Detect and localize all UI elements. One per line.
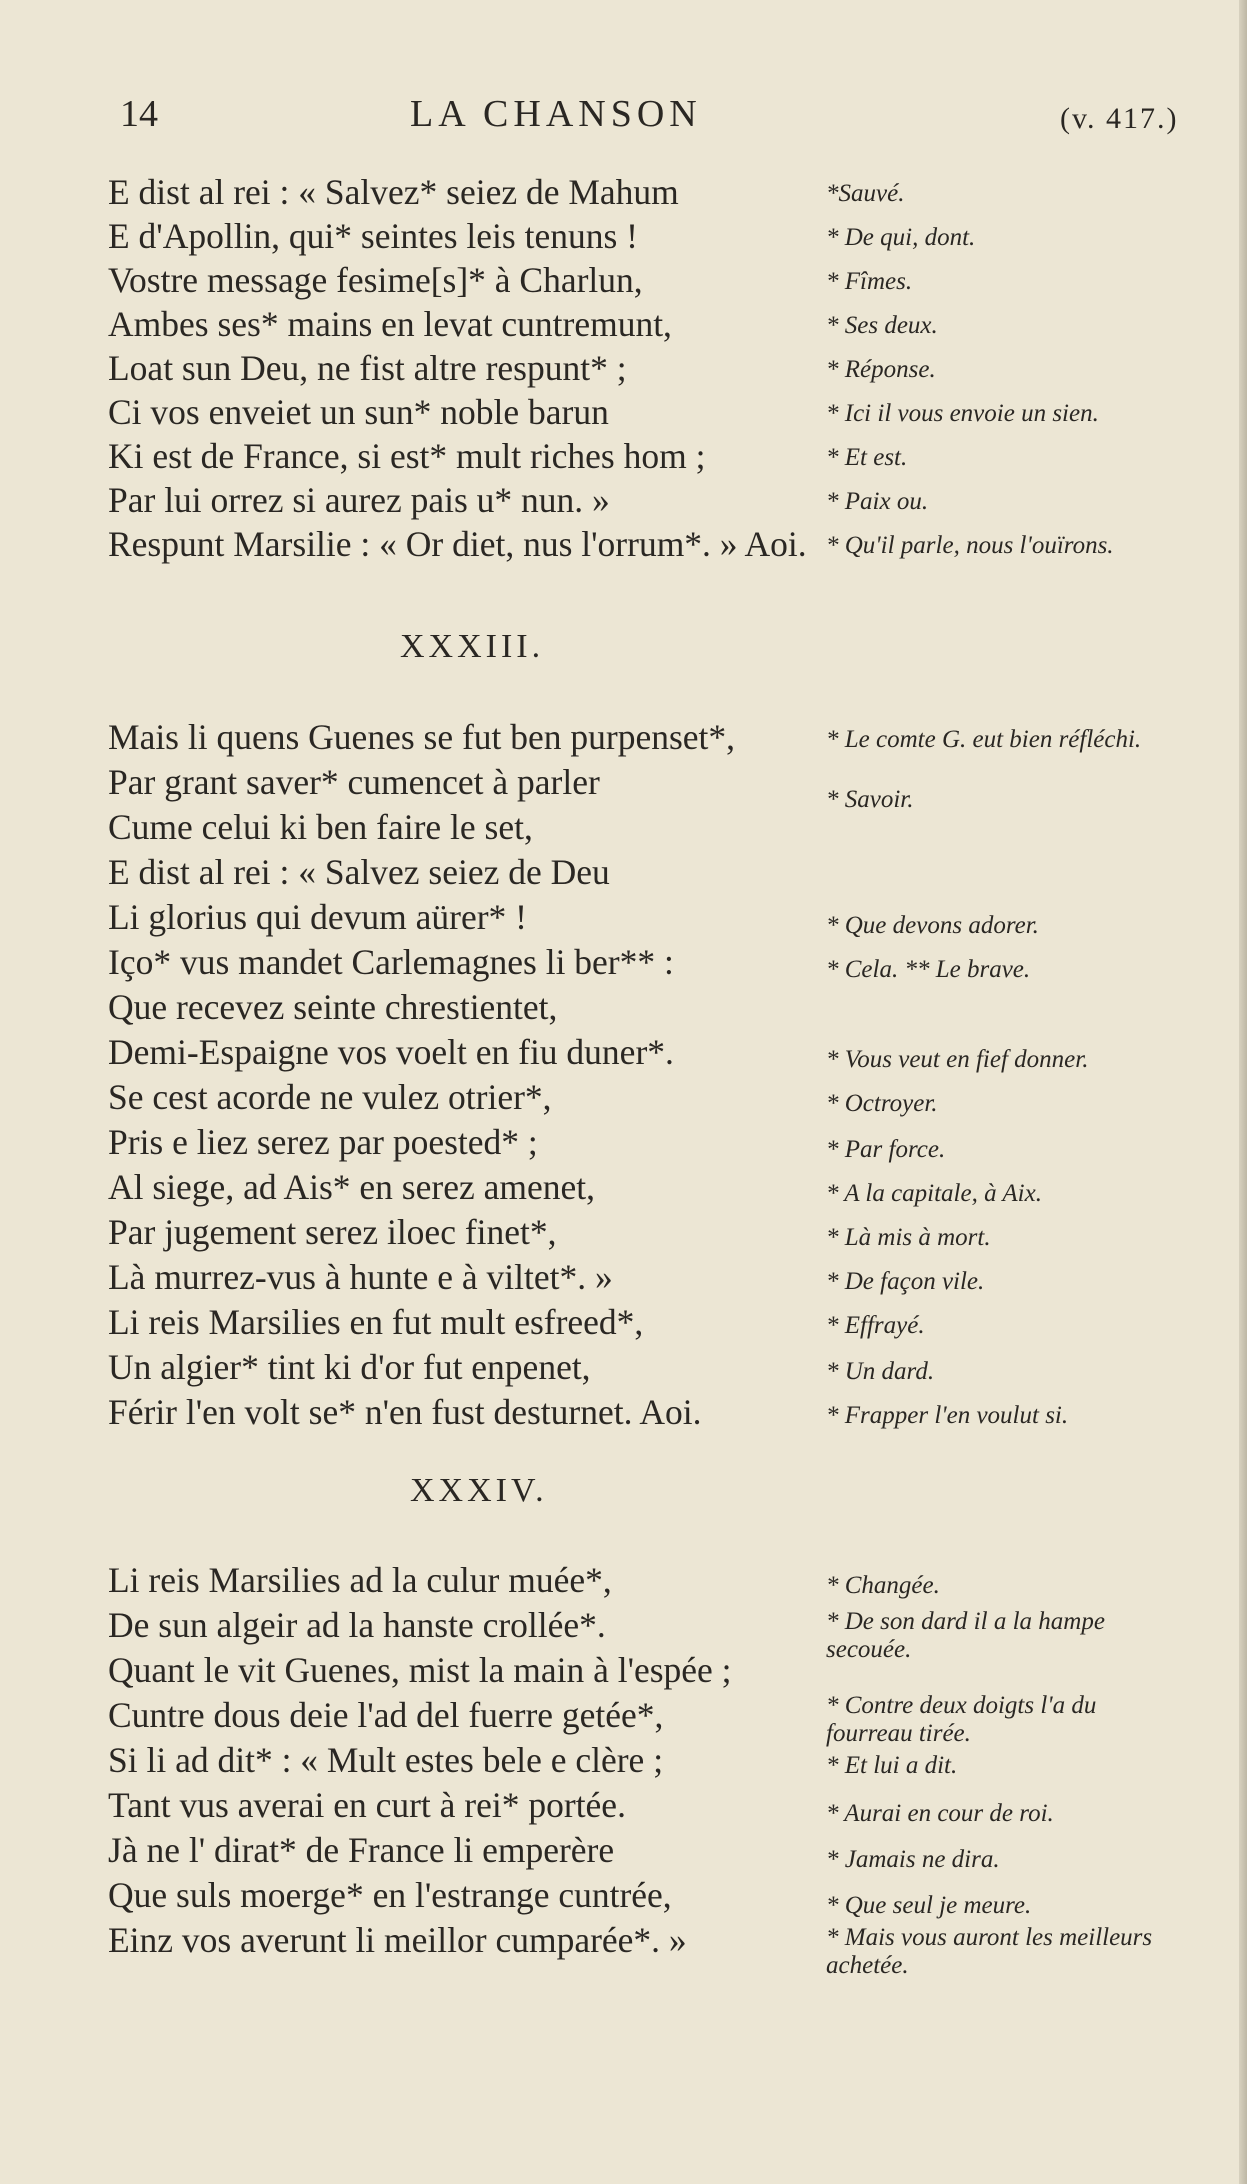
verse-line: Que suls moerge* en l'estrange cuntrée,: [108, 1875, 672, 1915]
verse-line: Pris e liez serez par poested* ;: [108, 1122, 538, 1162]
gloss-note: * Aurai en cour de roi.: [826, 1800, 1054, 1827]
verse-line: Cume celui ki ben faire le set,: [108, 807, 533, 847]
verse-line: Cuntre dous deie l'ad del fuerre getée*,: [108, 1695, 664, 1735]
gloss-note: * Contre deux doigts l'a du fourreau tirée.: [826, 1692, 1097, 1747]
gloss-note: * Que devons adorer.: [826, 912, 1039, 939]
verse-line: Li reis Marsilies ad la culur muée*,: [108, 1560, 612, 1600]
gloss-note: * Savoir.: [826, 786, 914, 813]
verse-line: Là murrez-vus à hunte e à viltet*. »: [108, 1257, 613, 1297]
gloss-note: * Et lui a dit.: [826, 1752, 958, 1779]
gloss-note: * Octroyer.: [826, 1090, 938, 1117]
gloss-note: * A la capitale, à Aix.: [826, 1180, 1042, 1207]
verse-line: Demi-Espaigne vos voelt en fiu duner*.: [108, 1032, 674, 1072]
gloss-note: * Là mis à mort.: [826, 1224, 991, 1251]
verse-line: Par lui orrez si aurez pais u* nun. »: [108, 480, 610, 520]
gloss-note: * Un dard.: [826, 1358, 935, 1385]
gloss-note: * De son dard il a la hampe secouée.: [826, 1608, 1105, 1663]
gloss-note: * Cela. ** Le brave.: [826, 956, 1031, 983]
verse-line: Un algier* tint ki d'or fut enpenet,: [108, 1347, 591, 1387]
verse-line: Quant le vit Guenes, mist la main à l'espée ;: [108, 1650, 732, 1690]
section-heading: XXXIII.: [400, 628, 545, 665]
verse-line: Respunt Marsilie : « Or diet, nus l'orrum*. » Aoi.: [108, 524, 807, 564]
gloss-note: * Mais vous auront les meilleurs achetée.: [826, 1924, 1153, 1979]
verse-line: Par grant saver* cumencet à parler: [108, 762, 600, 802]
verse-line: Li reis Marsilies en fut mult esfreed*,: [108, 1302, 644, 1342]
page-edge: [1239, 0, 1247, 2184]
page-header: [0, 78, 1247, 148]
gloss-note: * Frapper l'en voulut si.: [826, 1402, 1069, 1429]
section-heading: XXXIV.: [410, 1472, 548, 1509]
gloss-note: * De qui, dont.: [826, 224, 976, 251]
gloss-note: * Réponse.: [826, 356, 936, 383]
gloss-note: *Sauvé.: [826, 180, 905, 207]
gloss-note: * Jamais ne dira.: [826, 1846, 1000, 1873]
gloss-note: * Que seul je meure.: [826, 1892, 1032, 1919]
verse-line: Ki est de France, si est* mult riches hom ;: [108, 436, 706, 476]
gloss-note: * Le comte G. eut bien réfléchi.: [826, 726, 1142, 753]
verse-line: Loat sun Deu, ne fist altre respunt* ;: [108, 348, 627, 388]
verse-line: Si li ad dit* : « Mult estes bele e clère ;: [108, 1740, 664, 1780]
verse-line: Einz vos averunt li meillor cumparée*. »: [108, 1920, 687, 1960]
verse-line: Tant vus averai en curt à rei* portée.: [108, 1785, 626, 1825]
gloss-note: * Par force.: [826, 1136, 946, 1163]
running-title: LA CHANSON: [410, 93, 702, 135]
gloss-note: * Effrayé.: [826, 1312, 925, 1339]
verse-line: Li glorius qui devum aürer* !: [108, 897, 527, 937]
verse-line: Mais li quens Guenes se fut ben purpenset*,: [108, 717, 736, 757]
verse-line: Que recevez seinte chrestientet,: [108, 987, 558, 1027]
verse-line: Se cest acorde ne vulez otrier*,: [108, 1077, 552, 1117]
verse-line: Jà ne l' dirat* de France li emperère: [108, 1830, 615, 1870]
gloss-note: * Changée.: [826, 1572, 940, 1599]
verse-line: Ambes ses* mains en levat cuntremunt,: [108, 304, 672, 344]
gloss-note: * Ici il vous envoie un sien.: [826, 400, 1099, 427]
verse-line: Ci vos enveiet un sun* noble barun: [108, 392, 609, 432]
gloss-note: * Qu'il parle, nous l'ouïrons.: [826, 532, 1114, 559]
verse-line: E dist al rei : « Salvez* seiez de Mahum: [108, 172, 679, 212]
verse-line: De sun algeir ad la hanste crollée*.: [108, 1605, 606, 1645]
gloss-note: * Et est.: [826, 444, 908, 471]
verse-reference: (v. 417.): [1060, 102, 1179, 135]
verse-line: Par jugement serez iloec finet*,: [108, 1212, 557, 1252]
verse-line: E dist al rei : « Salvez seiez de Deu: [108, 852, 610, 892]
gloss-note: * De façon vile.: [826, 1268, 985, 1295]
page-number: 14: [120, 93, 158, 135]
gloss-note: * Ses deux.: [826, 312, 938, 339]
verse-line: Férir l'en volt se* n'en fust desturnet. Aoi.: [108, 1392, 702, 1432]
verse-line: Iço* vus mandet Carlemagnes li ber** :: [108, 942, 674, 982]
verse-line: Vostre message fesime[s]* à Charlun,: [108, 260, 643, 300]
verse-line: Al siege, ad Ais* en serez amenet,: [108, 1167, 595, 1207]
gloss-note: * Vous veut en fief donner.: [826, 1046, 1089, 1073]
gloss-note: * Fîmes.: [826, 268, 913, 295]
verse-line: E d'Apollin, qui* seintes leis tenuns !: [108, 216, 638, 256]
gloss-note: * Paix ou.: [826, 488, 929, 515]
